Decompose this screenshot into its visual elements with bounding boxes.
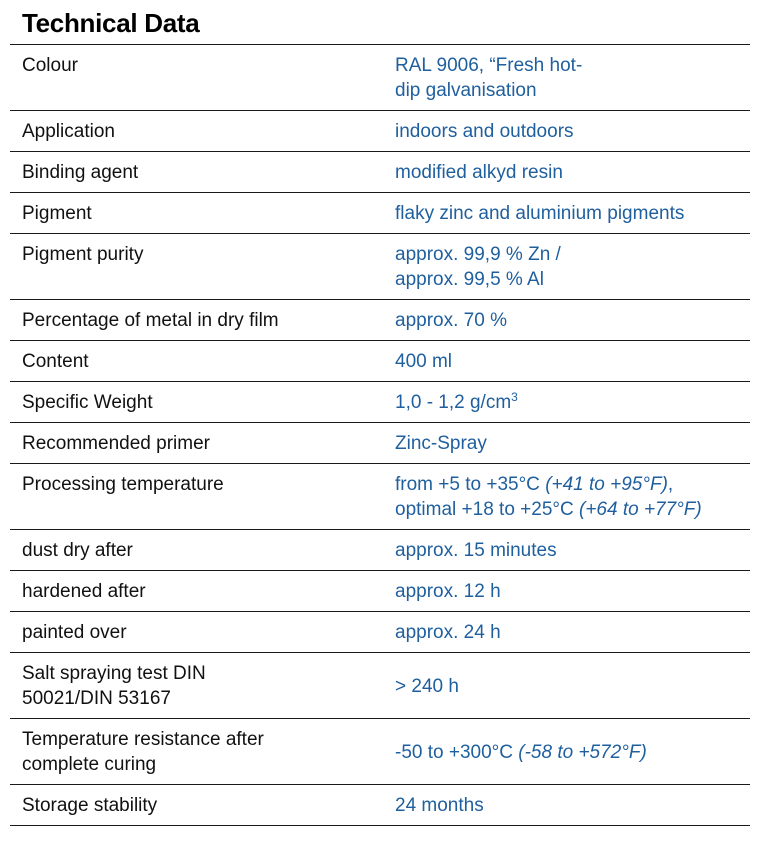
row-label: Salt spraying test DIN 50021/DIN 53167: [10, 653, 385, 719]
row-value: approx. 15 minutes: [385, 530, 750, 571]
row-content: [10, 341, 750, 382]
row-value: Zinc-Spray: [385, 423, 750, 464]
row-binding-agent: [10, 152, 750, 193]
row-pigment: [10, 193, 750, 234]
row-pigment-purity: [10, 234, 750, 300]
row-label: Temperature resistance after complete curing: [10, 719, 385, 785]
row-label: painted over: [10, 612, 385, 653]
row-label: Percentage of metal in dry film: [10, 300, 385, 341]
row-value: 400 ml: [385, 341, 750, 382]
row-label: Specific Weight: [10, 382, 385, 423]
row-value: > 240 h: [385, 653, 750, 719]
row-value: 1,0 - 1,2 $g/cm^3$: [385, 382, 750, 423]
row-recommended-primer: [10, 423, 750, 464]
row-label: Recommended primer: [10, 423, 385, 464]
row-specific-weight: [10, 382, 750, 423]
row-label: Colour: [10, 45, 385, 111]
row-colour: [10, 45, 750, 111]
row-value: -50 to +300°C (-58 to +572°F): [385, 719, 750, 785]
row-label: Processing temperature: [10, 464, 385, 530]
row-label: Pigment: [10, 193, 385, 234]
row-application: [10, 111, 750, 152]
row-label: Content: [10, 341, 385, 382]
row-label: hardened after: [10, 571, 385, 612]
row-dust-dry: [10, 530, 750, 571]
row-label: Storage stability: [10, 785, 385, 826]
row-value: approx. 12 h: [385, 571, 750, 612]
row-storage-stability: [10, 785, 750, 826]
row-value: approx. 99,9 % Zn / approx. 99,5 % Al: [385, 234, 750, 300]
row-label: Binding agent: [10, 152, 385, 193]
row-value: modified alkyd resin: [385, 152, 750, 193]
row-painted-over: [10, 612, 750, 653]
row-salt-spray-test: [10, 653, 750, 719]
row-value: approx. 70 %: [385, 300, 750, 341]
row-label: dust dry after: [10, 530, 385, 571]
row-value: from +5 to +35°C (+41 to +95°F), optimal +18 to +25°C (+64 to +77°F): [385, 464, 750, 530]
row-temperature-resistance: [10, 719, 750, 785]
row-label: Pigment purity: [10, 234, 385, 300]
row-value: RAL 9006, “Fresh hot- dip galvanisation: [385, 45, 750, 111]
row-value: flaky zinc and aluminium pigments: [385, 193, 750, 234]
row-hardened: [10, 571, 750, 612]
row-value: approx. 24 h: [385, 612, 750, 653]
row-label: Application: [10, 111, 385, 152]
page-title: Technical Data: [22, 8, 200, 38]
row-metal-percentage: [10, 300, 750, 341]
row-processing-temperature: [10, 464, 750, 530]
technical-data-table: [10, 44, 750, 826]
row-value: indoors and outdoors: [385, 111, 750, 152]
row-value: 24 months: [385, 785, 750, 826]
